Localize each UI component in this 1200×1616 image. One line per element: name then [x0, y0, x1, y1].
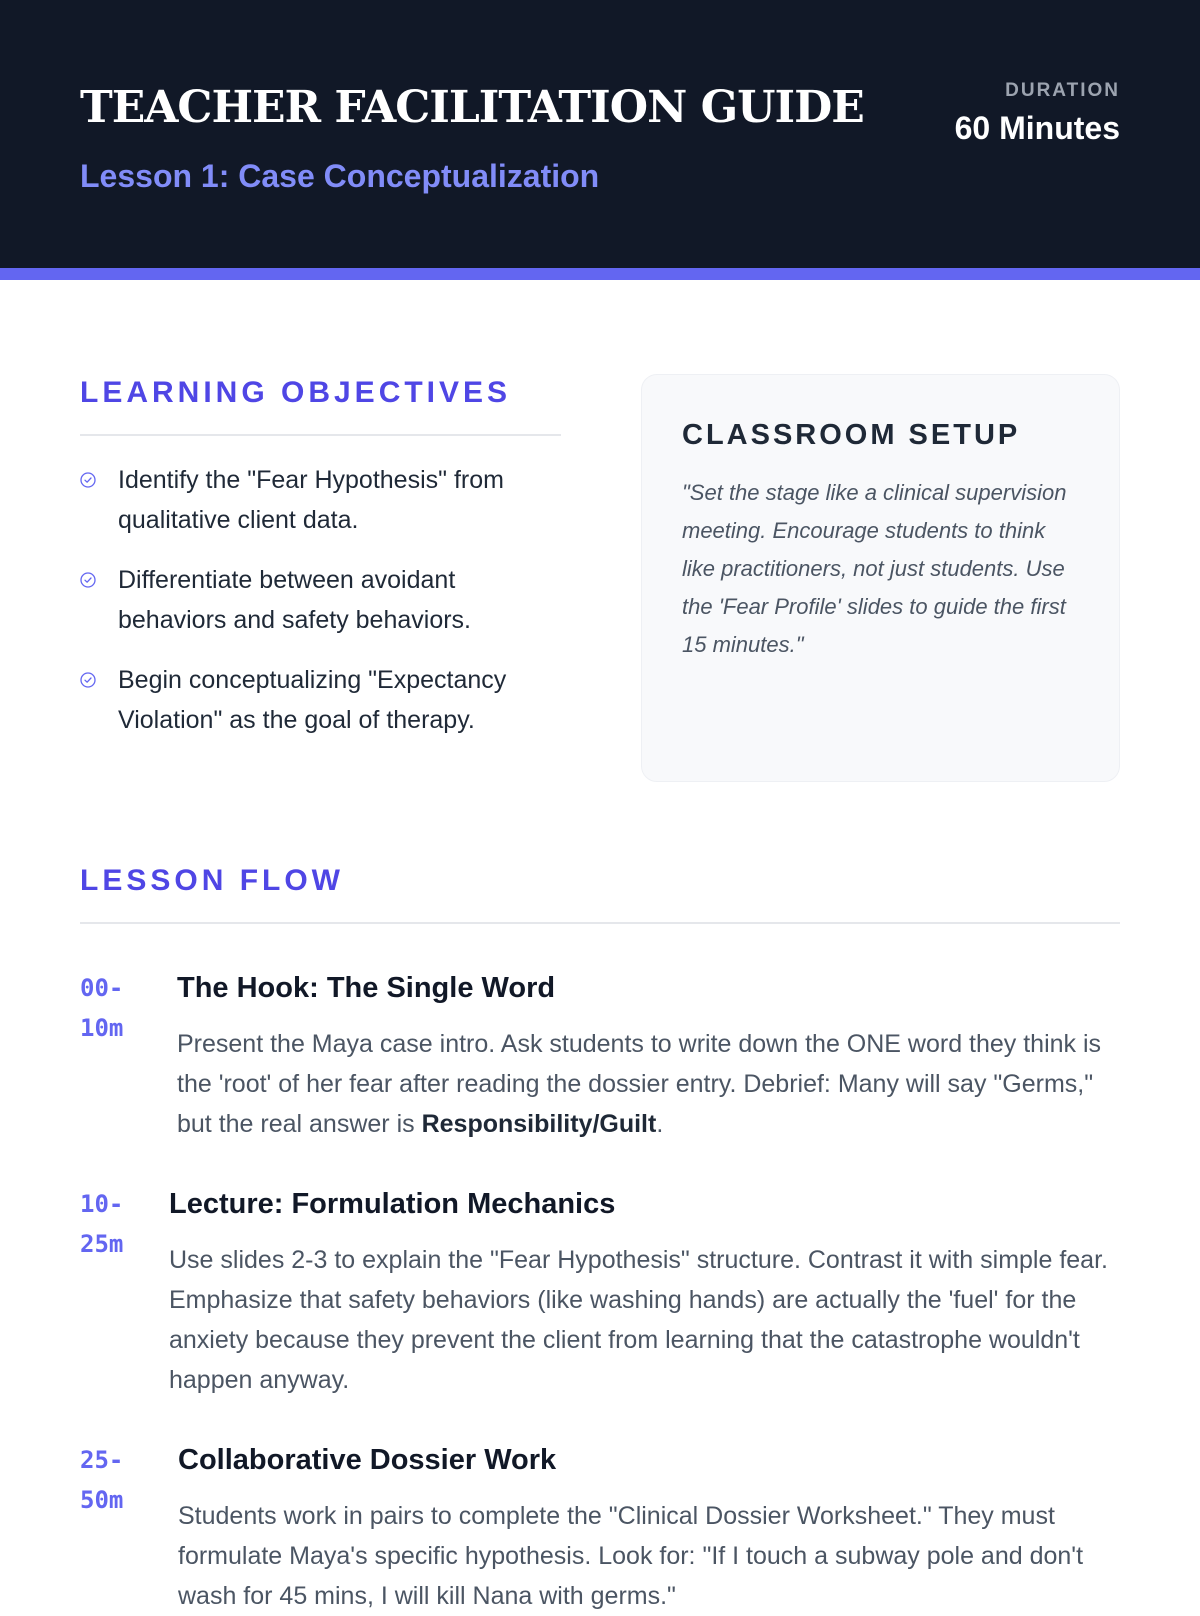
lesson-flow [80, 864, 1120, 1616]
check-circle-icon [80, 672, 96, 688]
flow-body [178, 1440, 1120, 1616]
setup-quote: "Set the stage like a clinical supervision meeting. Encourage students to think like practitioners, not just students. Use the 'Fear Profile' slides to guide the first 15 minutes." [682, 480, 1067, 657]
flow-time-start: 25- [80, 1446, 124, 1474]
classroom-setup-card [641, 374, 1120, 782]
flow-item [80, 1184, 1120, 1400]
lesson-flow-heading: LESSON FLOW [80, 864, 344, 897]
flow-description: Students work in pairs to complete the "Clinical Dossier Worksheet." They must formulate Maya's specific hypothesis. Look for: "If I touch a subway pole and don't wash for 45 mins, I will kill Nana with germs." [178, 1502, 1084, 1610]
objective-text: Differentiate between avoidant behaviors and safety behaviors. [118, 566, 471, 634]
learning-objectives [80, 376, 561, 760]
flow-description [177, 1024, 1120, 1144]
flow-body [169, 1184, 1120, 1400]
flow-time-end: 25m [80, 1230, 124, 1258]
flow-title: The Hook: The Single Word [177, 972, 556, 1004]
check-circle-icon [80, 572, 96, 588]
flow-time-start: 10- [80, 1190, 124, 1218]
flow-time [80, 1184, 169, 1264]
flow-time-end: 10m [80, 1014, 124, 1042]
flow-desc-text: Present the Maya case intro. Ask students to write down the ONE word they think is the 'root' of her fear after reading the dossier entry. Debrief: Many will say "Germs," but the real answer is [177, 1030, 1102, 1138]
setup-heading: CLASSROOM SETUP [682, 419, 1021, 451]
objectives-list [80, 460, 561, 740]
objective-item [80, 660, 561, 740]
flow-title: Collaborative Dossier Work [178, 1444, 557, 1476]
page-title: TEACHER FACILITATION GUIDE [80, 82, 864, 133]
flow-item [80, 968, 1120, 1144]
page-header [0, 0, 1200, 280]
flow-title: Lecture: Formulation Mechanics [169, 1188, 616, 1220]
flow-description: Use slides 2-3 to explain the "Fear Hypothesis" structure. Contrast it with simple fear. Emphasize that safety behaviors (like washing hands) are actually the 'fuel' for the anxiety because they prevent the client from learning that the catastrophe wouldn't happen anyway. [169, 1246, 1108, 1394]
flow-time [80, 1440, 178, 1520]
flow-time-start: 00- [80, 974, 124, 1002]
objective-text: Begin conceptualizing "Expectancy Violation" as the goal of therapy. [118, 666, 507, 734]
objective-text: Identify the "Fear Hypothesis" from qualitative client data. [118, 466, 504, 534]
duration-block [955, 80, 1120, 147]
flow-desc-end: . [656, 1110, 664, 1138]
duration-value: 60 Minutes [954, 110, 1120, 146]
check-circle-icon [80, 472, 96, 488]
flow-item [80, 1440, 1120, 1616]
duration-label: DURATION [1005, 80, 1120, 101]
objective-item [80, 460, 561, 540]
objectives-divider [80, 434, 561, 436]
flow-desc-bold: Responsibility/Guilt [421, 1110, 657, 1138]
flow-time-end: 50m [80, 1486, 124, 1514]
flow-time [80, 968, 177, 1048]
flow-body [177, 968, 1120, 1144]
objective-item [80, 560, 561, 640]
lesson-flow-divider [80, 922, 1120, 924]
objectives-heading: LEARNING OBJECTIVES [80, 376, 512, 409]
lesson-subtitle: Lesson 1: Case Conceptualization [80, 158, 600, 194]
